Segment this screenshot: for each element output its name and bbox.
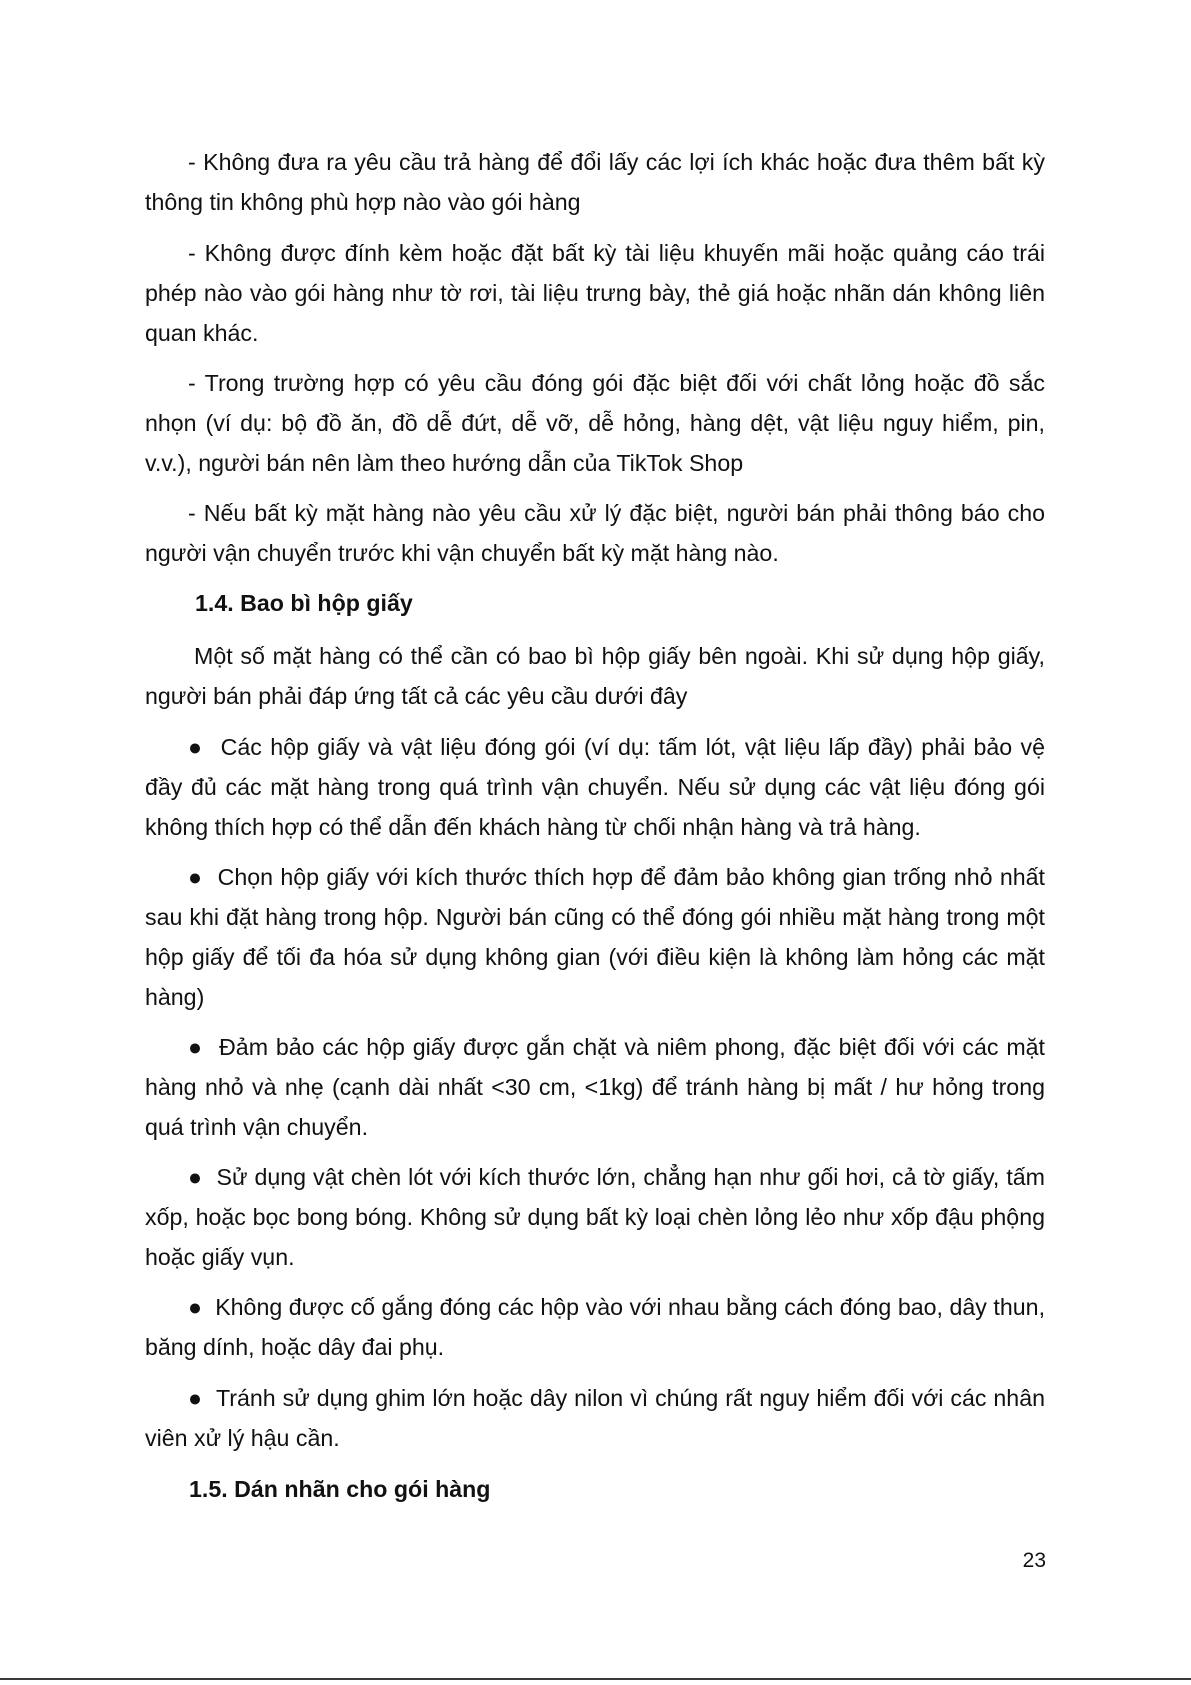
section-heading-1-4: 1.4. Bao bì hộp giấy <box>195 590 413 616</box>
bullet-text: Sử dụng vật chèn lót với kích thước lớn, chẳng hạn như gối hơi, cả tờ giấy, tấm xốp, hoặc bọc bong bóng. Không sử dụng bất kỳ loại chèn lỏng lẻo như xốp đậu phộng hoặc giấy vụn. <box>145 1164 1045 1270</box>
bullet-item <box>145 1027 1045 1147</box>
bullet-text: Tránh sử dụng ghim lớn hoặc dây nilon vì chúng rất nguy hiểm đối với các nhân viên xử lý hậu cần. <box>145 1385 1045 1451</box>
page-bottom-rule <box>0 1678 1191 1680</box>
bullet-item <box>145 727 1045 847</box>
bullet-text: Không được cố gắng đóng các hộp vào với nhau bằng cách đóng bao, dây thun, băng dính, hoặc dây đai phụ. <box>145 1294 1046 1360</box>
bullet-item <box>145 857 1045 1017</box>
paragraph-no-return-request: - Không đưa ra yêu cầu trả hàng để đổi lấy các lợi ích khác hoặc đưa thêm bất kỳ thông tin không phù hợp nào vào gói hàng <box>145 149 1045 215</box>
bullet-item <box>145 1287 1045 1367</box>
bullet-text: Đảm bảo các hộp giấy được gắn chặt và niêm phong, đặc biệt đối với các mặt hàng nhỏ và nhẹ (cạnh dài nhất <30 cm, <1kg) để tránh hàng bị mất / hư hỏng trong quá trình vận chuyển. <box>145 1034 1045 1140</box>
bullet-text: Các hộp giấy và vật liệu đóng gói (ví dụ: tấm lót, vật liệu lấp đầy) phải bảo vệ đầy đủ các mặt hàng trong quá trình vận chuyển. Nếu sử dụng các vật liệu đóng gói không thích hợp có thể dẫn đến khách hàng từ chối nhận hàng và trả hàng. <box>145 734 1046 840</box>
section-heading-1-5: 1.5. Dán nhãn cho gói hàng <box>189 1476 491 1502</box>
bullet-icon: ● <box>188 1385 203 1411</box>
bullet-icon: ● <box>188 864 203 890</box>
bullet-text: Chọn hộp giấy với kích thước thích hợp để đảm bảo không gian trống nhỏ nhất sau khi đặt hàng trong hộp. Người bán cũng có thể đóng gói nhiều mặt hàng trong một hộp giấy để tối đa hóa sử dụng không gian (với điều kiện là không làm hỏng các mặt hàng) <box>145 864 1045 1010</box>
paragraph-no-promotional-material: - Không được đính kèm hoặc đặt bất kỳ tài liệu khuyến mãi hoặc quảng cáo trái phép nào vào gói hàng như tờ rơi, tài liệu trưng bày, thẻ giá hoặc nhãn dán không liên quan khác. <box>145 240 1045 346</box>
paragraph-special-handling: - Nếu bất kỳ mặt hàng nào yêu cầu xử lý đặc biệt, người bán phải thông báo cho người vận chuyển trước khi vận chuyển bất kỳ mặt hàng nào. <box>145 500 1045 566</box>
bullet-item <box>145 1157 1045 1277</box>
bullet-icon: ● <box>188 1294 203 1320</box>
bullet-icon: ● <box>188 1164 203 1190</box>
bullet-icon: ● <box>188 734 204 760</box>
paragraph-special-packaging: - Trong trường hợp có yêu cầu đóng gói đặc biệt đối với chất lỏng hoặc đồ sắc nhọn (ví dụ: bộ đồ ăn, đồ dễ đứt, dễ vỡ, dễ hỏng, hàng dệt, vật liệu nguy hiểm, pin, v.v.), người bán nên làm theo hướng dẫn của TikTok Shop <box>145 370 1045 476</box>
section-1-4-intro: Một số mặt hàng có thể cần có bao bì hộp giấy bên ngoài. Khi sử dụng hộp giấy, người bán phải đáp ứng tất cả các yêu cầu dưới đây <box>145 643 1045 709</box>
bullet-item <box>145 1378 1045 1458</box>
page-number: 23 <box>1022 1549 1046 1572</box>
bullet-icon: ● <box>188 1034 204 1060</box>
